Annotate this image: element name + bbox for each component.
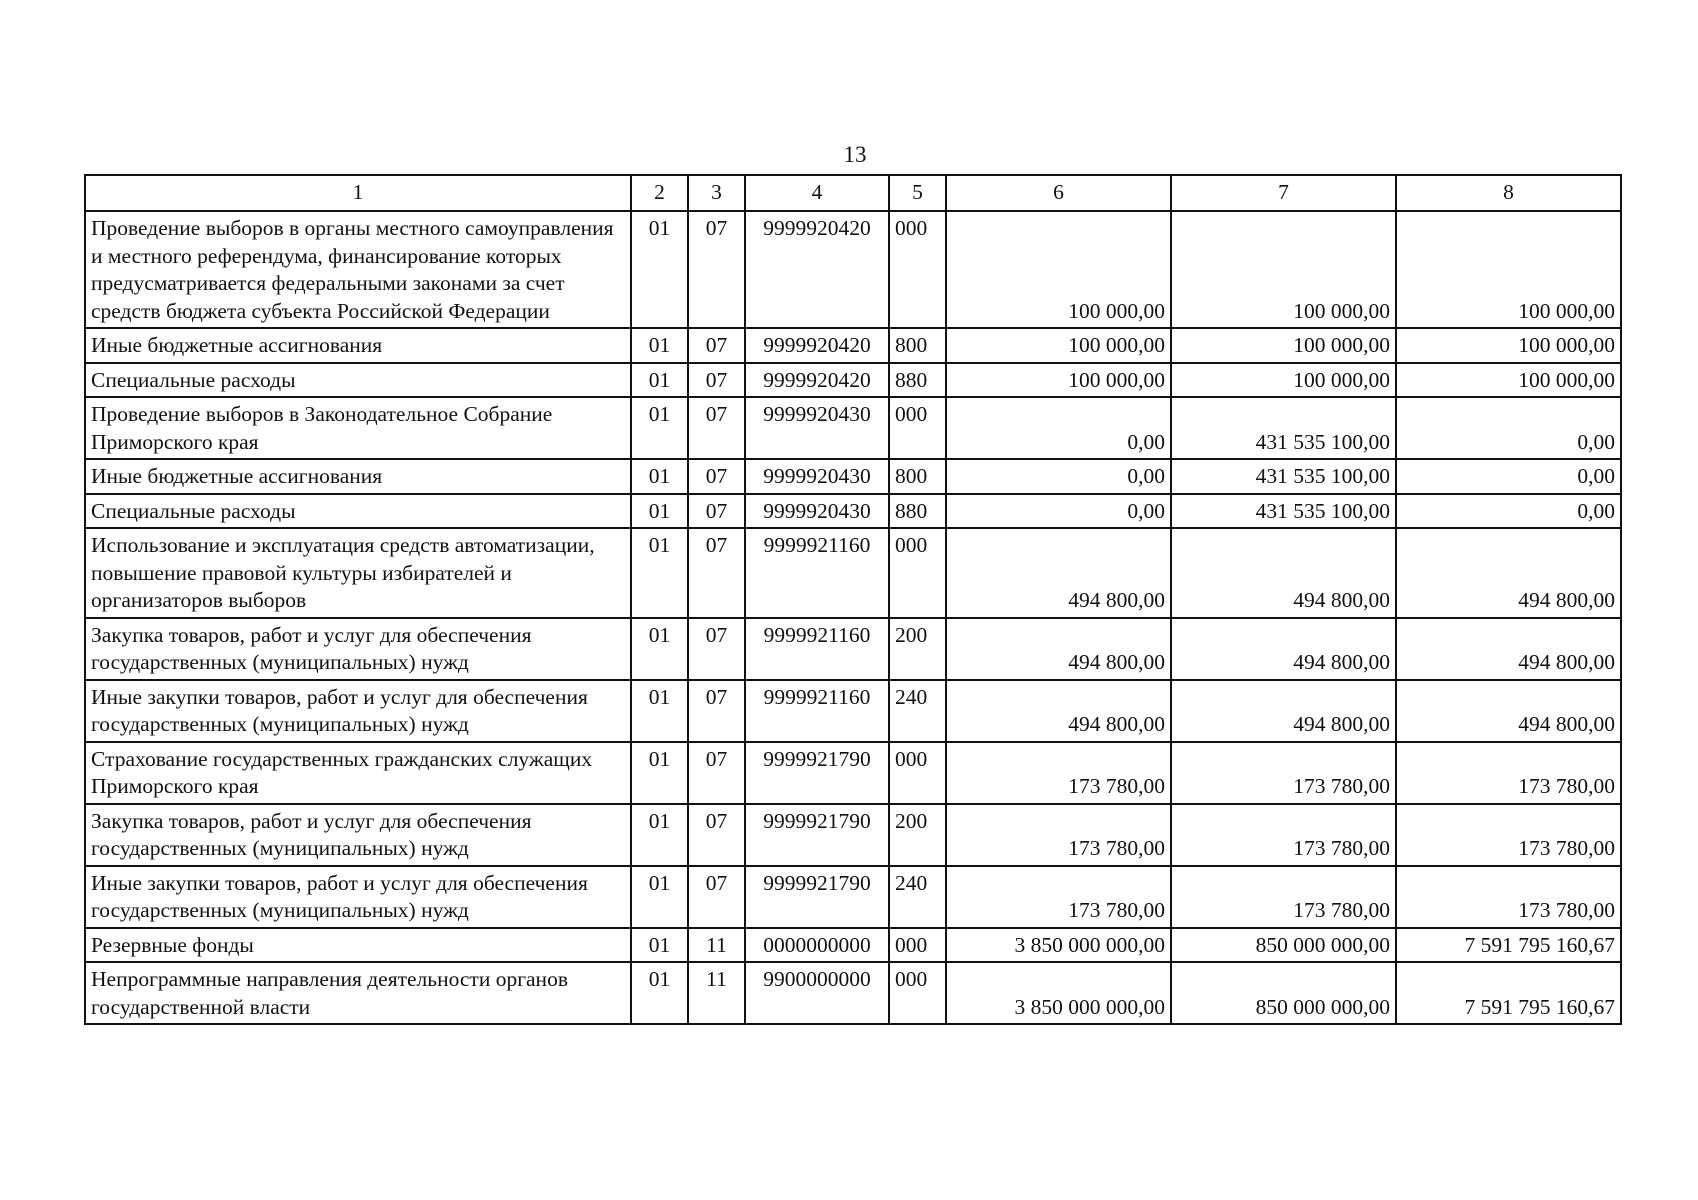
- table-row: [85, 804, 1621, 866]
- column-header: 2: [631, 175, 688, 211]
- row-target-code: 9999920430: [745, 397, 889, 459]
- table-row: [85, 680, 1621, 742]
- row-amount-col8: 0,00: [1396, 494, 1621, 529]
- column-header: 6: [946, 175, 1171, 211]
- table-row: [85, 397, 1621, 459]
- row-expense-kind: 240: [889, 680, 946, 742]
- table-row: [85, 459, 1621, 494]
- column-header: 8: [1396, 175, 1621, 211]
- row-target-code: 9999921790: [745, 742, 889, 804]
- table-body: [85, 211, 1621, 1024]
- budget-table: [84, 174, 1622, 1025]
- row-target-code: 9999921160: [745, 528, 889, 618]
- row-name: Иные бюджетные ассигнования: [85, 459, 631, 494]
- row-subsection: 07: [688, 211, 745, 328]
- table-row: [85, 494, 1621, 529]
- row-target-code: 9999921160: [745, 680, 889, 742]
- row-amount-col7: 173 780,00: [1171, 866, 1396, 928]
- row-subsection: 11: [688, 928, 745, 963]
- row-target-code: 9999921790: [745, 804, 889, 866]
- row-section: 01: [631, 363, 688, 398]
- row-target-code: 9999920420: [745, 328, 889, 363]
- row-name: Иные закупки товаров, работ и услуг для обеспечения государственных (муниципальных) нужд: [85, 866, 631, 928]
- row-name: Иные закупки товаров, работ и услуг для обеспечения государственных (муниципальных) нужд: [85, 680, 631, 742]
- row-name: Страхование государственных гражданских служащих Приморского края: [85, 742, 631, 804]
- row-name: Закупка товаров, работ и услуг для обеспечения государственных (муниципальных) нужд: [85, 618, 631, 680]
- row-subsection: 11: [688, 962, 745, 1024]
- row-amount-col7: 100 000,00: [1171, 328, 1396, 363]
- row-section: 01: [631, 494, 688, 529]
- column-header: 5: [889, 175, 946, 211]
- row-amount-col8: 0,00: [1396, 397, 1621, 459]
- row-section: 01: [631, 459, 688, 494]
- row-expense-kind: 200: [889, 804, 946, 866]
- row-section: 01: [631, 528, 688, 618]
- row-amount-col6: 494 800,00: [946, 528, 1171, 618]
- row-subsection: 07: [688, 528, 745, 618]
- table-row: [85, 328, 1621, 363]
- row-expense-kind: 240: [889, 866, 946, 928]
- row-subsection: 07: [688, 397, 745, 459]
- row-name: Непрограммные направления деятельности органов государственной власти: [85, 962, 631, 1024]
- row-target-code: 0000000000: [745, 928, 889, 963]
- row-amount-col8: 494 800,00: [1396, 680, 1621, 742]
- column-header: 3: [688, 175, 745, 211]
- row-subsection: 07: [688, 494, 745, 529]
- row-expense-kind: 880: [889, 363, 946, 398]
- row-section: 01: [631, 211, 688, 328]
- row-amount-col6: 494 800,00: [946, 618, 1171, 680]
- row-expense-kind: 200: [889, 618, 946, 680]
- row-target-code: 9999921160: [745, 618, 889, 680]
- row-target-code: 9999920420: [745, 363, 889, 398]
- row-amount-col6: 100 000,00: [946, 211, 1171, 328]
- row-amount-col8: 100 000,00: [1396, 328, 1621, 363]
- row-amount-col8: 173 780,00: [1396, 804, 1621, 866]
- row-amount-col6: 3 850 000 000,00: [946, 928, 1171, 963]
- row-amount-col8: 7 591 795 160,67: [1396, 928, 1621, 963]
- row-amount-col6: 100 000,00: [946, 363, 1171, 398]
- row-amount-col6: 3 850 000 000,00: [946, 962, 1171, 1024]
- row-expense-kind: 000: [889, 928, 946, 963]
- row-target-code: 9900000000: [745, 962, 889, 1024]
- row-amount-col8: 494 800,00: [1396, 618, 1621, 680]
- row-amount-col7: 100 000,00: [1171, 363, 1396, 398]
- row-target-code: 9999921790: [745, 866, 889, 928]
- column-header: 7: [1171, 175, 1396, 211]
- row-section: 01: [631, 928, 688, 963]
- row-name: Специальные расходы: [85, 363, 631, 398]
- row-amount-col8: 494 800,00: [1396, 528, 1621, 618]
- row-amount-col6: 494 800,00: [946, 680, 1171, 742]
- row-amount-col8: 100 000,00: [1396, 363, 1621, 398]
- row-amount-col8: 173 780,00: [1396, 866, 1621, 928]
- row-section: 01: [631, 962, 688, 1024]
- row-target-code: 9999920430: [745, 459, 889, 494]
- row-amount-col7: 494 800,00: [1171, 680, 1396, 742]
- row-amount-col8: 100 000,00: [1396, 211, 1621, 328]
- column-header: 1: [85, 175, 631, 211]
- row-amount-col7: 850 000 000,00: [1171, 962, 1396, 1024]
- row-expense-kind: 000: [889, 397, 946, 459]
- row-name: Резервные фонды: [85, 928, 631, 963]
- table-row: [85, 211, 1621, 328]
- row-section: 01: [631, 397, 688, 459]
- row-amount-col7: 431 535 100,00: [1171, 494, 1396, 529]
- row-expense-kind: 800: [889, 328, 946, 363]
- column-header: 4: [745, 175, 889, 211]
- row-amount-col8: 7 591 795 160,67: [1396, 962, 1621, 1024]
- row-amount-col7: 173 780,00: [1171, 804, 1396, 866]
- row-expense-kind: 880: [889, 494, 946, 529]
- row-section: 01: [631, 328, 688, 363]
- row-amount-col6: 173 780,00: [946, 804, 1171, 866]
- row-amount-col6: 173 780,00: [946, 742, 1171, 804]
- row-amount-col6: 0,00: [946, 494, 1171, 529]
- row-amount-col7: 494 800,00: [1171, 618, 1396, 680]
- table-row: [85, 618, 1621, 680]
- row-section: 01: [631, 618, 688, 680]
- row-amount-col6: 173 780,00: [946, 866, 1171, 928]
- row-name: Иные бюджетные ассигнования: [85, 328, 631, 363]
- row-amount-col6: 0,00: [946, 459, 1171, 494]
- row-subsection: 07: [688, 459, 745, 494]
- row-amount-col7: 494 800,00: [1171, 528, 1396, 618]
- row-target-code: 9999920430: [745, 494, 889, 529]
- row-expense-kind: 000: [889, 742, 946, 804]
- row-amount-col7: 431 535 100,00: [1171, 397, 1396, 459]
- row-amount-col7: 431 535 100,00: [1171, 459, 1396, 494]
- row-subsection: 07: [688, 680, 745, 742]
- row-expense-kind: 000: [889, 211, 946, 328]
- row-target-code: 9999920420: [745, 211, 889, 328]
- row-section: 01: [631, 742, 688, 804]
- row-expense-kind: 800: [889, 459, 946, 494]
- row-section: 01: [631, 680, 688, 742]
- table-row: [85, 528, 1621, 618]
- row-name: Использование и эксплуатация средств автоматизации, повышение правовой культуры избирателей и организаторов выборов: [85, 528, 631, 618]
- row-subsection: 07: [688, 866, 745, 928]
- row-amount-col6: 0,00: [946, 397, 1171, 459]
- row-amount-col8: 0,00: [1396, 459, 1621, 494]
- row-amount-col7: 173 780,00: [1171, 742, 1396, 804]
- row-amount-col6: 100 000,00: [946, 328, 1171, 363]
- row-subsection: 07: [688, 742, 745, 804]
- table-row: [85, 742, 1621, 804]
- row-subsection: 07: [688, 328, 745, 363]
- row-subsection: 07: [688, 363, 745, 398]
- row-amount-col7: 850 000 000,00: [1171, 928, 1396, 963]
- row-expense-kind: 000: [889, 962, 946, 1024]
- row-name: Закупка товаров, работ и услуг для обеспечения государственных (муниципальных) нужд: [85, 804, 631, 866]
- table-row: [85, 928, 1621, 963]
- row-name: Проведение выборов в органы местного самоуправления и местного референдума, финансирование которых предусматривается федеральными законами за счет средств бюджета субъекта Российской Федерации: [85, 211, 631, 328]
- table-row: [85, 866, 1621, 928]
- page-number: 13: [843, 142, 867, 167]
- row-section: 01: [631, 804, 688, 866]
- row-name: Специальные расходы: [85, 494, 631, 529]
- row-amount-col8: 173 780,00: [1396, 742, 1621, 804]
- table-row: [85, 363, 1621, 398]
- table-row: [85, 962, 1621, 1024]
- row-subsection: 07: [688, 618, 745, 680]
- row-section: 01: [631, 866, 688, 928]
- row-name: Проведение выборов в Законодательное Собрание Приморского края: [85, 397, 631, 459]
- row-subsection: 07: [688, 804, 745, 866]
- row-expense-kind: 000: [889, 528, 946, 618]
- row-amount-col7: 100 000,00: [1171, 211, 1396, 328]
- table-header-row: [85, 175, 1621, 211]
